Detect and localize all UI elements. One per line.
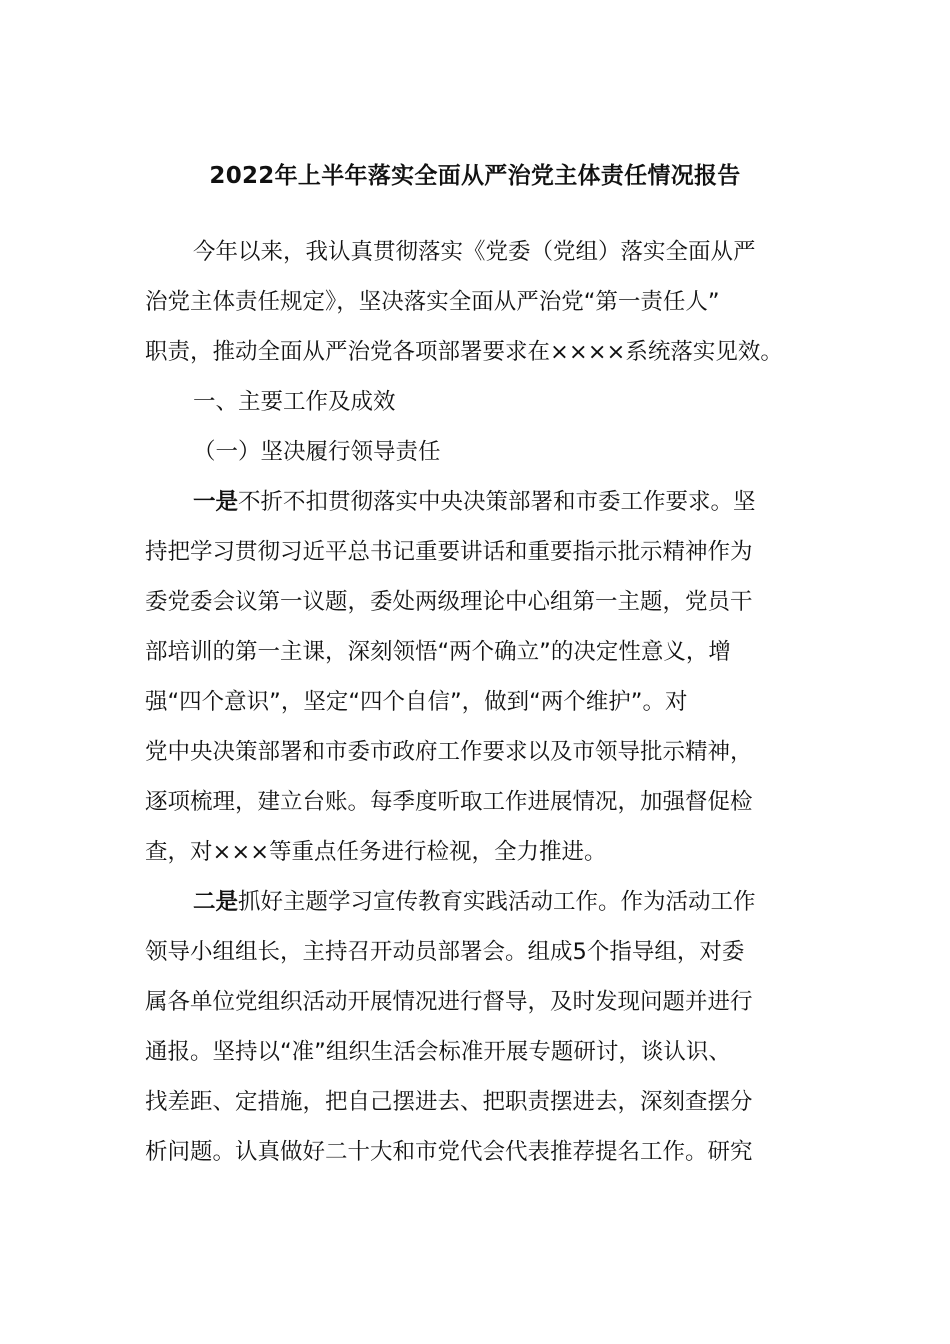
document-title: 2022年上半年落实全面从严治党主体责任情况报告 — [209, 163, 741, 189]
paragraph-line: 部培训的第一主课，深刻领悟“两个确立”的决定性意义，增 — [145, 639, 731, 665]
intro-line: 职责，推动全面从严治党各项部署要求在××××系统落实见效。 — [145, 339, 783, 365]
paragraph-line: 通报。坚持以“准”组织生活会标准开展专题研讨，谈认识、 — [145, 1039, 731, 1065]
paragraph-line: 属各单位党组织活动开展情况进行督导，及时发现问题并进行 — [145, 989, 753, 1015]
paragraph-line: 委党委会议第一议题，委处两级理论中心组第一主题，党员干 — [145, 589, 753, 615]
paragraph-line: 党中央决策部署和市委市政府工作要求以及市领导批示精神， — [145, 739, 753, 765]
intro-line: 治党主体责任规定》，坚决落实全面从严治党“第一责任人” — [145, 289, 720, 315]
paragraph-line: 析问题。认真做好二十大和市党代会代表推荐提名工作。研究 — [145, 1139, 753, 1165]
paragraph-lead: 二是 — [193, 889, 239, 915]
paragraph-line: 领导小组组长，主持召开动员部署会。组成5个指导组，对委 — [145, 939, 745, 965]
paragraph-first-line — [193, 484, 805, 520]
paragraph-text: 不折不扣贯彻落实中央决策部署和市委工作要求。坚 — [238, 489, 756, 515]
paragraph-line: 找差距、定措施，把自己摆进去、把职责摆进去，深刻查摆分 — [145, 1089, 753, 1115]
paragraph-line: 逐项梳理，建立台账。每季度听取工作进展情况，加强督促检 — [145, 789, 753, 815]
paragraph-first-line — [193, 884, 805, 920]
paragraph-lead: 一是 — [193, 489, 239, 515]
paragraph-text: 抓好主题学习宣传教育实践活动工作。作为活动工作 — [238, 889, 756, 915]
section-heading: 一、主要工作及成效 — [193, 389, 396, 415]
paragraph-line: 查，对×××等重点任务进行检视，全力推进。 — [145, 839, 607, 865]
subsection-heading: （一）坚决履行领导责任 — [193, 439, 441, 465]
intro-line: 今年以来，我认真贯彻落实《党委（党组）落实全面从严 — [193, 239, 756, 265]
paragraph-line: 持把学习贯彻习近平总书记重要讲话和重要指示批示精神作为 — [145, 539, 753, 565]
paragraph-line: 强“四个意识”，坚定“四个自信”，做到“两个维护”。对 — [145, 689, 688, 715]
